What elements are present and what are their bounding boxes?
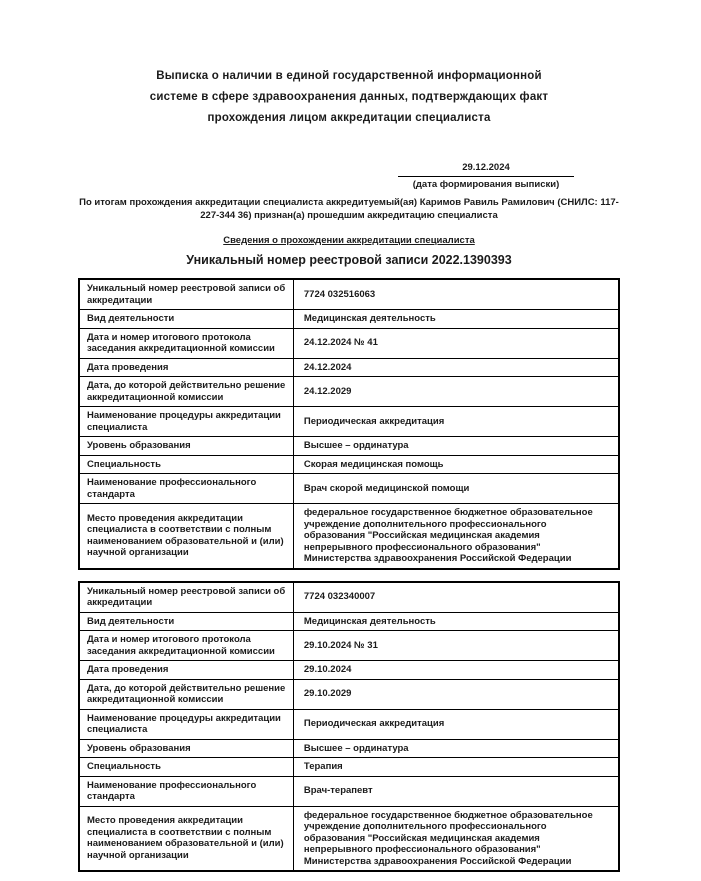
row-value-cell: Высшее – ординатура [293,739,619,758]
row-value-cell: 29.10.2024 [293,661,619,680]
row-label-cell: Дата, до которой действительно решение аккредитационной комиссии [79,377,293,407]
table-row [79,776,619,806]
table-row [79,612,619,631]
row-value-cell: Терапия [293,758,619,777]
table-row [79,279,619,310]
document-title-line: Выписка о наличии в единой государственной информационной [156,70,542,82]
row-label-cell: Наименование процедуры аккредитации специалиста [79,709,293,739]
row-label-cell: Специальность [79,455,293,474]
accreditation-table-1 [78,278,620,570]
registry-number-header: Уникальный номер реестровой записи 2022.1390393 [186,253,512,267]
table-row [79,377,619,407]
table-row [79,407,619,437]
table-row [79,582,619,613]
row-value-cell: Периодическая аккредитация [293,407,619,437]
row-label-cell: Дата проведения [79,358,293,377]
row-value-cell: федеральное государственное бюджетное образовательное учреждение дополнительного профессионального образования "Российская медицинская академия непрерывного профессионального образования" Министерства здравоохранения Российской Федерации [293,806,619,871]
row-value-cell: 29.10.2029 [293,679,619,709]
row-value-cell: Врач-терапевт [293,776,619,806]
table-row [79,709,619,739]
row-label-cell: Наименование процедуры аккредитации специалиста [79,407,293,437]
extract-date-value: 29.12.2024 [398,162,574,177]
table-row [79,358,619,377]
document-title [78,0,620,129]
intro-paragraph: По итогам прохождения аккредитации специалиста аккредитуемый(ая) Каримов Равиль Рамилович (СНИЛС: 117-227-344 36) признан(а) прошедшим аккредитацию специалиста [79,197,619,221]
table-row [79,631,619,661]
section-header-text: Сведения о прохождении аккредитации специалиста [223,235,475,246]
row-label-cell: Дата, до которой действительно решение аккредитационной комиссии [79,679,293,709]
row-value-cell: 24.12.2029 [293,377,619,407]
row-label-cell: Уникальный номер реестровой записи об аккредитации [79,279,293,310]
row-label-cell: Вид деятельности [79,310,293,329]
row-value-cell: 7724 032516063 [293,279,619,310]
row-value-cell: 24.12.2024 [293,358,619,377]
table-row [79,504,619,569]
row-label-cell: Вид деятельности [79,612,293,631]
row-value-cell: 7724 032340007 [293,582,619,613]
row-label-cell: Дата и номер итогового протокола заседания аккредитационной комиссии [79,328,293,358]
table-row [79,739,619,758]
table-row [79,455,619,474]
table-row [79,806,619,871]
row-value-cell: Врач скорой медицинской помощи [293,474,619,504]
row-label-cell: Наименование профессионального стандарта [79,474,293,504]
row-value-cell: 29.10.2024 № 31 [293,631,619,661]
table-row [79,758,619,777]
extract-date-block [398,162,574,190]
row-label-cell: Дата проведения [79,661,293,680]
row-value-cell: федеральное государственное бюджетное образовательное учреждение дополнительного профессионального образования "Российская медицинская академия непрерывного профессионального образования" Министерства здравоохранения Российской Федерации [293,504,619,569]
row-label-cell: Уникальный номер реестровой записи об аккредитации [79,582,293,613]
table-row [79,679,619,709]
table-row [79,474,619,504]
row-value-cell: Скорая медицинская помощь [293,455,619,474]
row-label-cell: Наименование профессионального стандарта [79,776,293,806]
document-title-line: системе в сфере здравоохранения данных, подтверждающих факт [149,91,549,103]
document-title-line: прохождения лицом аккредитации специалиста [207,112,491,124]
row-label-cell: Уровень образования [79,437,293,456]
row-label-cell: Дата и номер итогового протокола заседания аккредитационной комиссии [79,631,293,661]
row-value-cell: 24.12.2024 № 41 [293,328,619,358]
table-row [79,310,619,329]
table-row [79,437,619,456]
section-header [78,234,620,247]
row-label-cell: Уровень образования [79,739,293,758]
row-label-cell: Специальность [79,758,293,777]
row-value-cell: Медицинская деятельность [293,310,619,329]
row-value-cell: Периодическая аккредитация [293,709,619,739]
table-row [79,328,619,358]
table-row [79,661,619,680]
row-label-cell: Место проведения аккредитации специалиста в соответствии с полным наименованием образовательной и (или) научной организации [79,504,293,569]
row-label-cell: Место проведения аккредитации специалиста в соответствии с полным наименованием образовательной и (или) научной организации [79,806,293,871]
accreditation-table-2 [78,581,620,873]
extract-date-caption: (дата формирования выписки) [412,179,560,190]
row-value-cell: Медицинская деятельность [293,612,619,631]
row-value-cell: Высшее – ординатура [293,437,619,456]
